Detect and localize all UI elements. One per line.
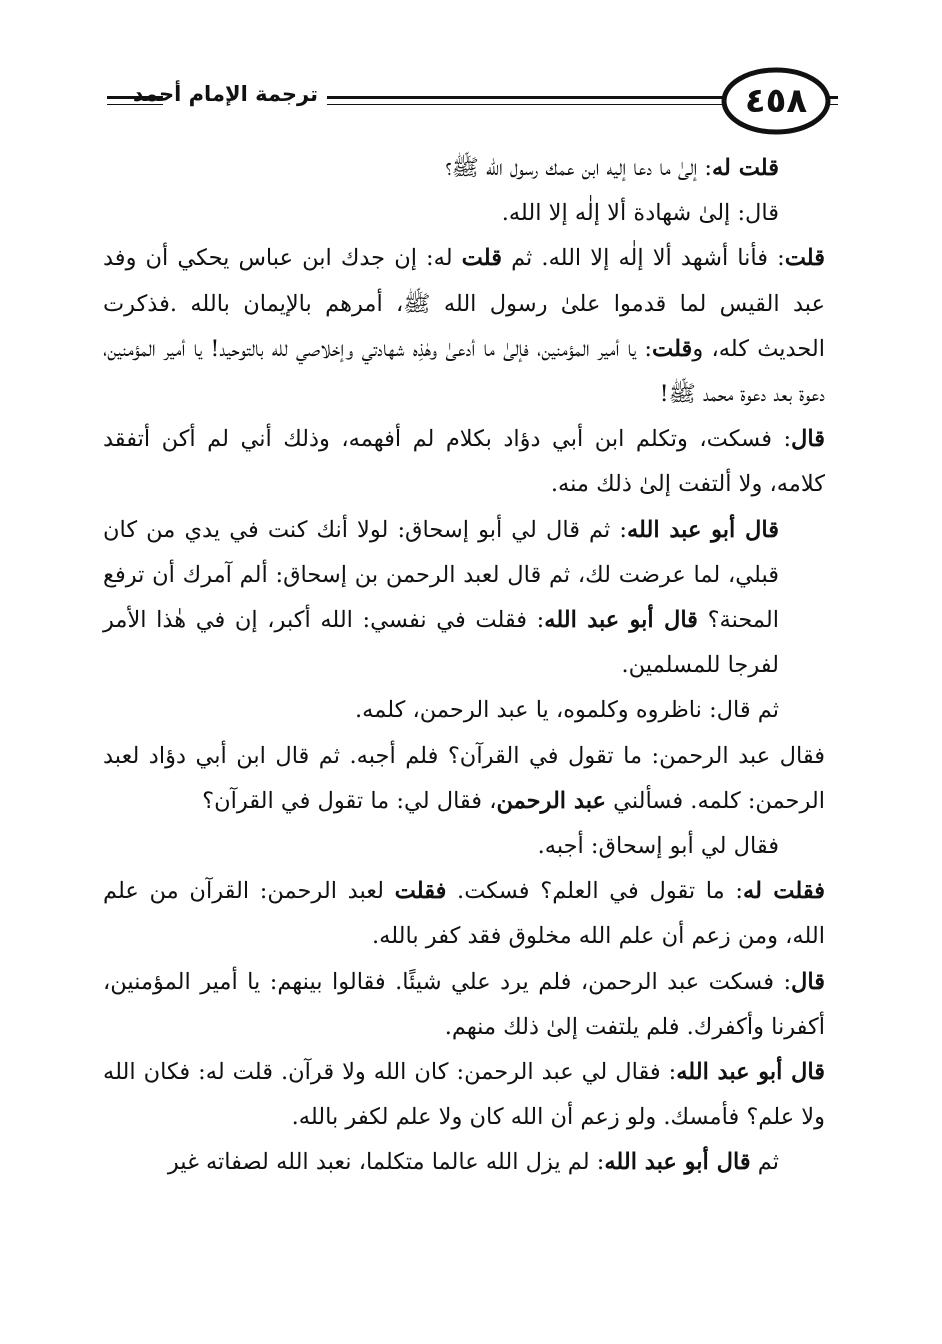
header-rule-middle-lower (327, 104, 723, 105)
paragraph (103, 869, 825, 959)
paragraph (103, 236, 825, 417)
text-run: : يا أمير المؤمنين، فإلىٰ ما أدعىٰ وهٰذِه شهادتي وإخلاصي لله بالتوحيد! يا أمير المؤمنين، دعوة بعد دعوة محمد ﷺ! (103, 335, 825, 408)
bold-run: قلت (784, 245, 826, 272)
bold-run: قال أبو عبد الله (544, 607, 698, 634)
text-run: : ما تقول في العلم؟ فسكت. (446, 878, 743, 905)
bold-run: قلت (652, 335, 693, 362)
text-run: : فقال لي عبد الرحمن: كان الله ولا قرآن. قلت له: فكان الله ولا علم؟ فأمسك. ولو زعم أن الله كان ولا علم لكفر بالله. (103, 1059, 825, 1131)
page-number-badge (720, 66, 832, 136)
text-run: فقال عبد الرحمن: ما تقول في القرآن؟ فلم أجبه. ثم قال ابن أبي دؤاد لعبد الرحمن: كلمه. فسألني (103, 742, 825, 814)
bold-run: قلت (461, 245, 502, 272)
page-header (0, 0, 942, 150)
text-run: : لم يزل الله عالما متكلما، نعبد الله لصفاته غير (167, 1149, 605, 1176)
paragraph (103, 1050, 825, 1140)
bold-run: قال أبو عبد الله (604, 1149, 751, 1176)
text-run: : فأنا أشهد ألا إلٰه إلا الله. ثم (501, 245, 785, 272)
paragraph (103, 508, 825, 689)
paragraph (103, 960, 825, 1050)
text-run: قال: إلىٰ شهادة ألا إلٰه إلا الله. (501, 200, 779, 227)
text-run: : فسكت، وتكلم ابن أبي دؤاد بكلام لم أفهمه، وذلك أني لم أكن أتفقد كلامه، ولا ألتفت إلىٰ ذلك منه. (103, 426, 825, 498)
paragraph (103, 734, 825, 824)
text-run: ثم (750, 1149, 779, 1176)
text-run: له: إن جدك ابن عباس يحكي أن وفد عبد القيس لما قدموا علىٰ رسول الله ﷺ، أمرهم بالإيمان بالله .فذكرت الحديث كله، و (103, 245, 825, 362)
text-run: : إلىٰ ما دعا إليه ابن عمك رسول الله ﷺ؟ (445, 155, 712, 181)
paragraph (103, 417, 825, 507)
paragraph (103, 688, 825, 733)
paragraph (103, 824, 825, 869)
paragraph (103, 191, 825, 236)
text-run: ثم قال: ناظروه وكلموه، يا عبد الرحمن، كلمه. (355, 697, 779, 724)
body-text (103, 146, 825, 1186)
text-run: : فسكت عبد الرحمن، فلم يرد علي شيئًا. فقالوا بينهم: يا أمير المؤمنين، أكفرنا وأكفرك. فلم يلتفت إلىٰ ذلك منهم. (103, 968, 825, 1040)
paragraph (103, 146, 825, 191)
page-number: ٤٥٨ (744, 81, 808, 121)
bold-run: فقلت (394, 878, 447, 905)
header-rule-middle (327, 96, 723, 99)
bold-run: قال (791, 968, 825, 995)
bold-run: قال (791, 426, 825, 453)
text-run: لعبد الرحمن: القرآن من علم الله، ومن زعم أن علم الله مخلوق فقد كفر بالله. (103, 878, 825, 950)
bold-run: قلت له (711, 155, 779, 181)
text-run: : فقلت في نفسي: الله أكبر، إن في هٰذا الأمر لفرجا للمسلمين. (103, 607, 779, 679)
bold-run: قال أبو عبد الله (676, 1059, 825, 1086)
bold-run: قال أبو عبد الله (626, 516, 779, 543)
paragraph (103, 1140, 825, 1185)
text-run: فقال لي أبو إسحاق: أجبه. (537, 833, 779, 860)
running-title: ترجمة الإمام أحمد (132, 82, 318, 106)
bold-run: عبد الرحمن (496, 787, 606, 814)
bold-run: فقلت له (743, 878, 825, 905)
text-run: ، فقال لي: ما تقول في القرآن؟ (202, 787, 497, 814)
text-run: : ثم قال لي أبو إسحاق: لولا أنك كنت في يدي من كان قبلي، لما عرضت لك، ثم قال لعبد الرحمن بن إسحاق: ألم آمرك أن ترفع المحنة؟ (103, 516, 779, 634)
